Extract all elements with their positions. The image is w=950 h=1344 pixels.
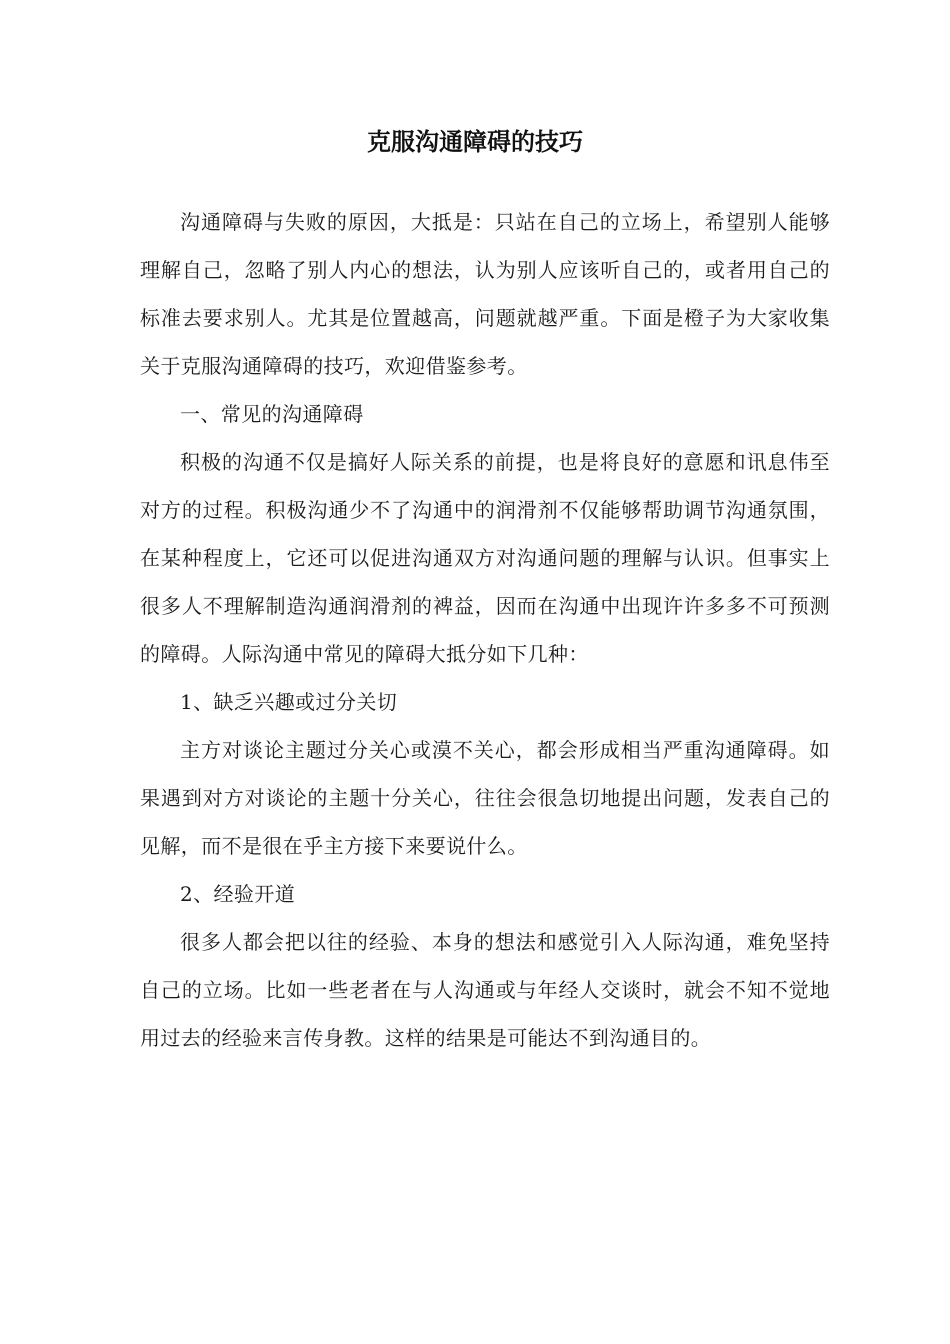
intro-paragraph: 沟通障碍与失败的原因，大抵是：只站在自己的立场上，希望别人能够理解自己，忽略了别人内心的想法，认为别人应该听自己的，或者用自己的标准去要求别人。尤其是位置越高，问题就越严重。下面是橙子为大家收集关于克服沟通障碍的技巧，欢迎借鉴参考。 (140, 210, 830, 378)
section-heading-common-barriers: 一、常见的沟通障碍 (180, 402, 364, 426)
document-title: 克服沟通障碍的技巧 (367, 128, 583, 156)
subheading-lack-of-interest: 1、缺乏兴趣或过分关切 (180, 690, 398, 714)
body-paragraph: 积极的沟通不仅是搞好人际关系的前提，也是将良好的意愿和讯息伟至对方的过程。积极沟通少不了沟通中的润滑剂不仅能够帮助调节沟通氛围，在某种程度上，它还可以促进沟通双方对沟通问题的理解与认识。但事实上很多人不理解制造沟通润滑剂的裨益，因而在沟通中出现许许多多不可预测的障碍。人际沟通中常见的障碍大抵分如下几种： (140, 450, 830, 666)
document-body (140, 198, 830, 1062)
body-paragraph: 主方对谈论主题过分关心或漠不关心，都会形成相当严重沟通障碍。如果遇到对方对谈论的主题十分关心，往往会很急切地提出问题，发表自己的见解，而不是很在乎主方接下来要说什么。 (140, 738, 830, 858)
body-paragraph: 很多人都会把以往的经验、本身的想法和感觉引入人际沟通，难免坚持自己的立场。比如一些老者在与人沟通或与年经人交谈时，就会不知不觉地用过去的经验来言传身教。这样的结果是可能达不到沟通目的。 (140, 930, 830, 1050)
subheading-experience: 2、经验开道 (180, 882, 296, 906)
